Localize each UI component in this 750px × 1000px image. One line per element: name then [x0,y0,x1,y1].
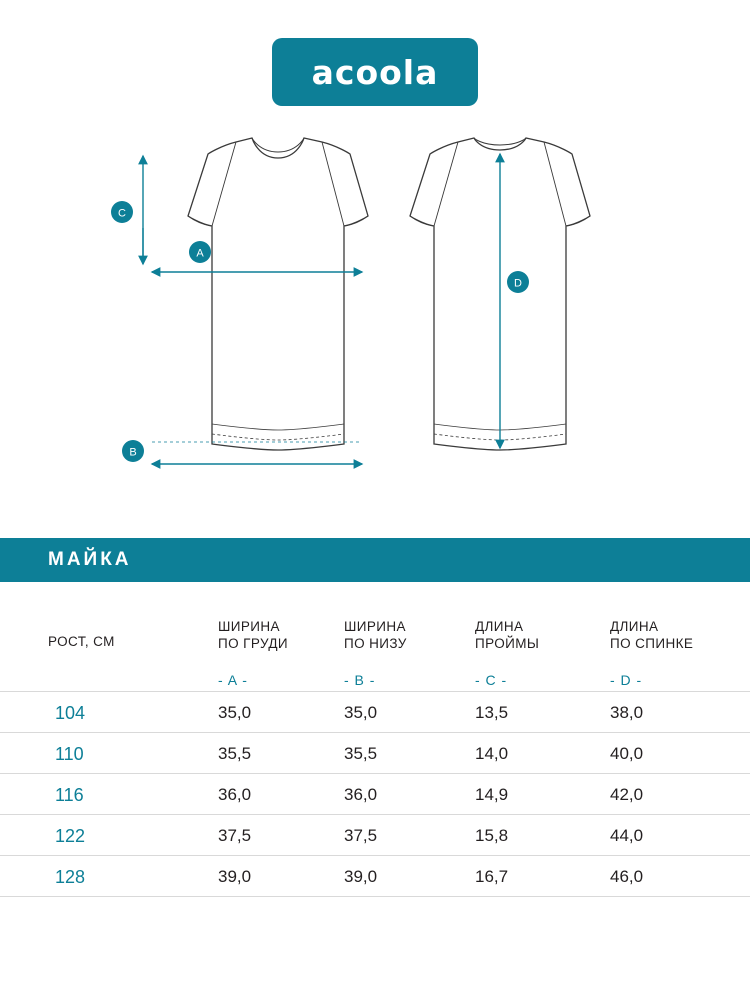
cell-armhole: 16,7 [475,867,509,886]
brand-logo [272,38,478,106]
header-line2-backlength: ПО СПИНКЕ [610,636,694,651]
cell-size: 110 [55,744,84,764]
table-header-row [0,582,750,692]
cell-size: 116 [55,785,84,805]
header-line1-bottom: ШИРИНА [344,619,406,634]
table-row [0,692,750,733]
header-line1-chest: ШИРИНА [218,619,280,634]
cell-chest: 39,0 [218,867,252,886]
cell-size: 104 [55,703,86,723]
cell-size: 128 [55,867,86,887]
header-line2-armhole: ПРОЙМЫ [475,636,540,651]
cell-backlength: 46,0 [610,867,644,886]
table-row [0,815,750,856]
header-line2-chest: ПО ГРУДИ [218,636,288,651]
svg-text:D: D [514,277,522,290]
cell-backlength: 42,0 [610,785,644,804]
cell-armhole: 15,8 [475,826,509,845]
header-letter-a: - A - [218,672,248,688]
cell-chest: 35,0 [218,703,252,722]
table-row [0,733,750,774]
header-letter-d: - D - [610,672,643,688]
cell-chest: 35,5 [218,744,252,763]
svg-text:B: B [129,446,137,459]
cell-armhole: 14,9 [475,785,509,804]
size-table [0,582,750,897]
cell-armhole: 14,0 [475,744,509,763]
logo-container [0,0,750,106]
cell-backlength: 40,0 [610,744,644,763]
page-title: МАЙКА [48,549,132,570]
header-line1-backlength: ДЛИНА [610,619,659,634]
cell-chest: 36,0 [218,785,252,804]
header-label-height: РОСТ, СМ [48,634,115,649]
table-row [0,856,750,897]
header-line1-armhole: ДЛИНА [475,619,524,634]
header-letter-b: - B - [344,672,376,688]
cell-bottom: 37,5 [344,826,378,845]
table-title-bar [0,538,750,582]
svg-text:C: C [118,207,126,220]
svg-text:A: A [196,247,204,260]
cell-backlength: 44,0 [610,826,644,845]
cell-size: 122 [55,826,86,846]
header-letter-c: - C - [475,672,508,688]
cell-bottom: 36,0 [344,785,378,804]
garment-diagram [0,124,750,524]
header-line2-bottom: ПО НИЗУ [344,636,407,651]
cell-bottom: 35,5 [344,744,378,763]
cell-bottom: 39,0 [344,867,378,886]
table-row [0,774,750,815]
cell-bottom: 35,0 [344,703,378,722]
cell-backlength: 38,0 [610,703,644,722]
brand-logo-text: acoola [311,52,439,92]
cell-armhole: 13,5 [475,703,509,722]
cell-chest: 37,5 [218,826,252,845]
